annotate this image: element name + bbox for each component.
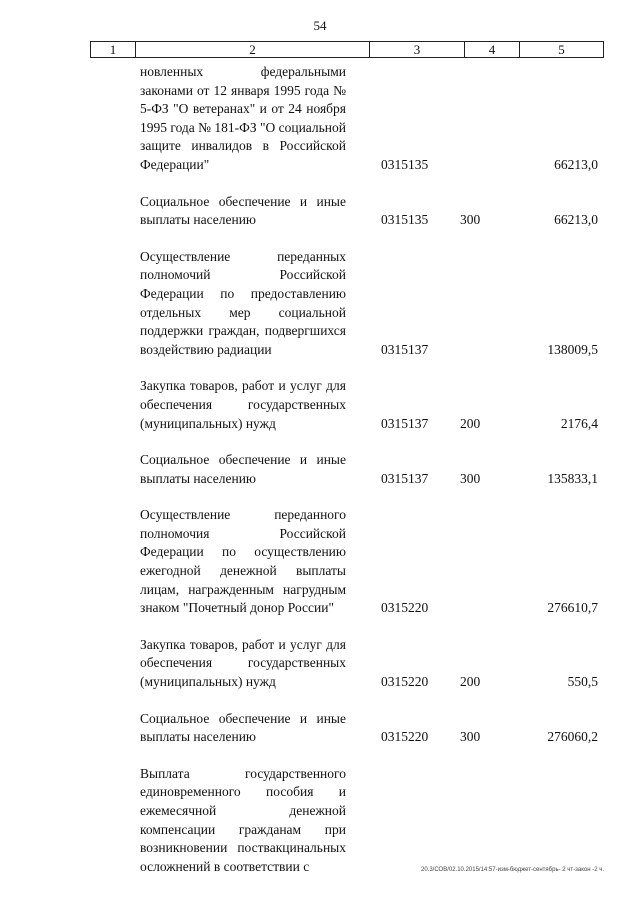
- row-amount: 66213,0: [554, 156, 598, 172]
- row-amount: 276060,2: [547, 729, 598, 745]
- row-code: 0315137: [381, 415, 429, 431]
- row-expense-type: 200: [460, 415, 481, 431]
- table-row: [0, 63, 640, 175]
- document-footer-id: 20.3/СОВ/02.10.2015/14:57-изм-бюджет-сентябрь- 2 чт-закон -2 ч.: [421, 867, 604, 873]
- row-expense-type: 300: [460, 470, 481, 486]
- row-code: 0315220: [381, 729, 429, 745]
- row-description: Осуществление переданных полномочий Российской Федерации по предоставлению отдельных мер социальной поддержки граждан, подвергшихся воздействию радиации: [140, 248, 346, 357]
- table-header: [90, 41, 604, 58]
- row-description: Социальное обеспечение и иные выплаты населению: [140, 710, 346, 745]
- row-description: Социальное обеспечение и иные выплаты населению: [140, 193, 346, 228]
- table-row: [0, 765, 640, 877]
- row-code: 0315220: [381, 674, 429, 690]
- table-row: [0, 636, 640, 692]
- row-description: Закупка товаров, работ и услуг для обеспечения государственных (муниципальных) нужд: [140, 378, 346, 431]
- table-row: [0, 506, 640, 618]
- row-expense-type: 200: [460, 674, 481, 690]
- table-row: [0, 248, 640, 360]
- page-number: 54: [313, 18, 327, 33]
- header-col-4: 4: [465, 42, 520, 57]
- row-description: Социальное обеспечение и иные выплаты населению: [140, 452, 346, 486]
- header-col-1: 1: [91, 42, 136, 57]
- row-amount: 138009,5: [547, 341, 598, 357]
- row-code: 0315135: [381, 156, 429, 172]
- row-code: 0315220: [381, 600, 429, 616]
- row-amount: 550,5: [567, 674, 598, 690]
- row-expense-type: 300: [460, 729, 481, 745]
- row-amount: 2176,4: [560, 415, 598, 431]
- header-col-2: 2: [136, 42, 370, 57]
- row-amount: 135833,1: [547, 470, 598, 486]
- table-row: [0, 377, 640, 433]
- row-code: 0315135: [381, 212, 429, 228]
- row-description: новленных федеральными законами от 12 января 1995 года № 5-ФЗ "О ветеранах" и от 24 ноября 1995 года № 181-ФЗ "О социальной защите инвалидов в Российской Федерации": [140, 64, 347, 172]
- row-expense-type: 300: [460, 212, 481, 228]
- row-description: Выплата государственного единовременного пособия и ежемесячной денежной компенсации гражданам при возникновении поствакцинальных осложнений в соответствии с: [140, 765, 346, 874]
- table-row: [0, 710, 640, 747]
- header-col-3: 3: [370, 42, 465, 57]
- table-row: [0, 193, 640, 230]
- table-row: [0, 451, 640, 488]
- table-body: [0, 63, 640, 894]
- row-code: 0315137: [381, 341, 429, 357]
- row-description: Осуществление переданного полномочия Российской Федерации по осуществлению ежегодной денежной выплаты лицам, награжденным нагрудным знаком "Почетный донор России": [140, 507, 346, 616]
- header-col-5: 5: [558, 42, 565, 57]
- row-amount: 66213,0: [554, 212, 598, 228]
- row-description: Закупка товаров, работ и услуг для обеспечения государственных (муниципальных) нужд: [140, 636, 346, 690]
- row-amount: 276610,7: [547, 600, 598, 616]
- row-code: 0315137: [381, 470, 429, 486]
